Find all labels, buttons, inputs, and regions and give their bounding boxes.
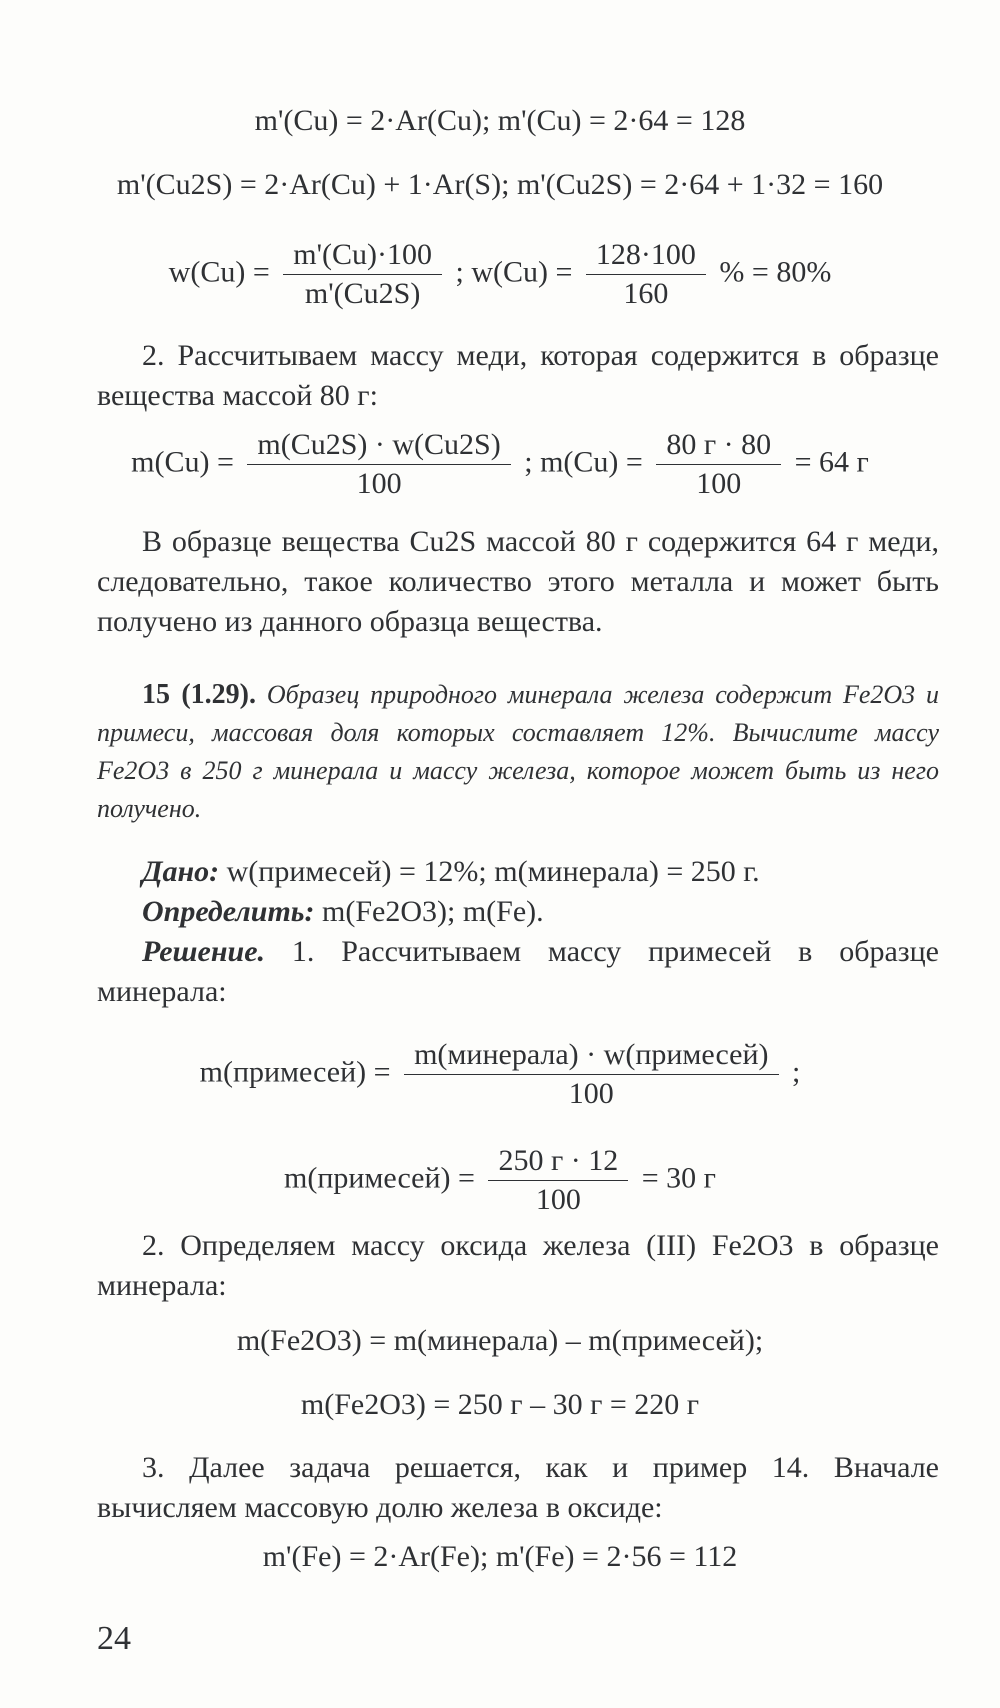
w-cu-denominator-2: 160 xyxy=(623,277,669,310)
formula-fe2o3-calc: m(Fe2O3) = 250 г – 30 г = 220 г xyxy=(300,1388,700,1421)
w-cu-numerator: m'(Cu)·100 xyxy=(283,240,442,275)
given-line xyxy=(97,852,939,892)
impurities-calc-denominator: 100 xyxy=(535,1183,581,1216)
given-text: w(примесей) = 12%; m(минерала) = 250 г. xyxy=(226,855,760,888)
formula-m-fe: m'(Fe) = 2·Ar(Fe); m'(Fe) = 2·56 = 112 xyxy=(262,1540,738,1573)
m-cu-numerator: m(Cu2S) · w(Cu2S) xyxy=(247,430,510,465)
task-15 xyxy=(97,676,939,828)
page-number: 24 xyxy=(97,1620,131,1657)
task-15-condition: Образец природного минерала железа содержит Fe2O3 и примеси, массовая доля которых составляет 12%. Вычислите массу Fe2O3 в 250 г минерала и массу железа, которое может быть из него получено. xyxy=(97,680,939,823)
find-text: m(Fe2O3); m(Fe). xyxy=(322,895,544,928)
impurities-calc-lhs: m(примесей) = xyxy=(284,1161,475,1195)
step-2b-paragraph: 2. Определяем массу оксида железа (III) Fe2O3 в образце минерала: xyxy=(97,1229,939,1302)
w-cu-numerator-2: 128·100 xyxy=(586,240,706,275)
formula-w-cu xyxy=(0,240,1000,309)
formula-impurities-calc xyxy=(0,1146,1000,1215)
formula-m-cu: m'(Cu) = 2·Ar(Cu); m'(Cu) = 2·64 = 128 xyxy=(254,104,746,137)
solution-paragraph xyxy=(97,932,939,1012)
step-2-paragraph: 2. Рассчитываем массу меди, которая содержится в образце вещества массой 80 г: xyxy=(97,339,939,412)
conclusion-paragraph: В образце вещества Cu2S массой 80 г содержится 64 г меди, следовательно, такое количество этого металла и может быть получено из данного образца вещества. xyxy=(97,525,939,638)
impurities-numerator: m(минерала) · w(примесей) xyxy=(404,1040,778,1075)
w-cu-label-2: ; w(Cu) = xyxy=(455,255,573,289)
impurities-fraction xyxy=(404,1040,778,1109)
m-cu-lhs: m(Cu) = xyxy=(131,445,234,479)
step-3-paragraph: 3. Далее задача решается, как и пример 14. Вначале вычисляем массовую долю железа в оксиде: xyxy=(97,1451,939,1524)
find-line xyxy=(97,892,939,932)
solution-label: Решение. xyxy=(142,935,266,968)
w-cu-result: % = 80% xyxy=(719,255,832,289)
formula-m-cu-calc xyxy=(0,430,1000,499)
impurities-calc-result: = 30 г xyxy=(641,1161,716,1195)
m-cu-result: = 64 г xyxy=(794,445,869,479)
w-cu-fraction xyxy=(283,240,442,309)
m-cu-fraction-2 xyxy=(656,430,781,499)
m-cu-fraction xyxy=(247,430,510,499)
task-15-number: 15 (1.29). xyxy=(142,679,256,710)
impurities-denominator: 100 xyxy=(568,1077,614,1110)
formula-fe2o3: m(Fe2O3) = m(минерала) – m(примесей); xyxy=(236,1324,764,1357)
w-cu-fraction-2 xyxy=(586,240,706,309)
formula-m-cu2s: m'(Cu2S) = 2·Ar(Cu) + 1·Ar(S); m'(Cu2S) = 2·64 + 1·32 = 160 xyxy=(116,168,884,201)
w-cu-label: w(Cu) = xyxy=(168,255,270,289)
m-cu-separator: ; m(Cu) = xyxy=(524,445,643,479)
impurities-calc-numerator: 250 г · 12 xyxy=(488,1146,628,1181)
w-cu-denominator: m'(Cu2S) xyxy=(304,277,421,310)
find-label: Определить: xyxy=(142,895,315,928)
impurities-lhs: m(примесей) = xyxy=(199,1055,391,1089)
m-cu-denominator: 100 xyxy=(356,467,402,500)
m-cu-numerator-2: 80 г · 80 xyxy=(656,430,781,465)
m-cu-denominator-2: 100 xyxy=(696,467,742,500)
impurities-calc-fraction xyxy=(488,1146,628,1215)
given-label: Дано: xyxy=(142,855,220,888)
impurities-end: ; xyxy=(792,1055,801,1089)
formula-impurities xyxy=(0,1040,1000,1109)
solution-text: 1. Рассчитываем массу примесей в образце минерала: xyxy=(97,935,940,1008)
